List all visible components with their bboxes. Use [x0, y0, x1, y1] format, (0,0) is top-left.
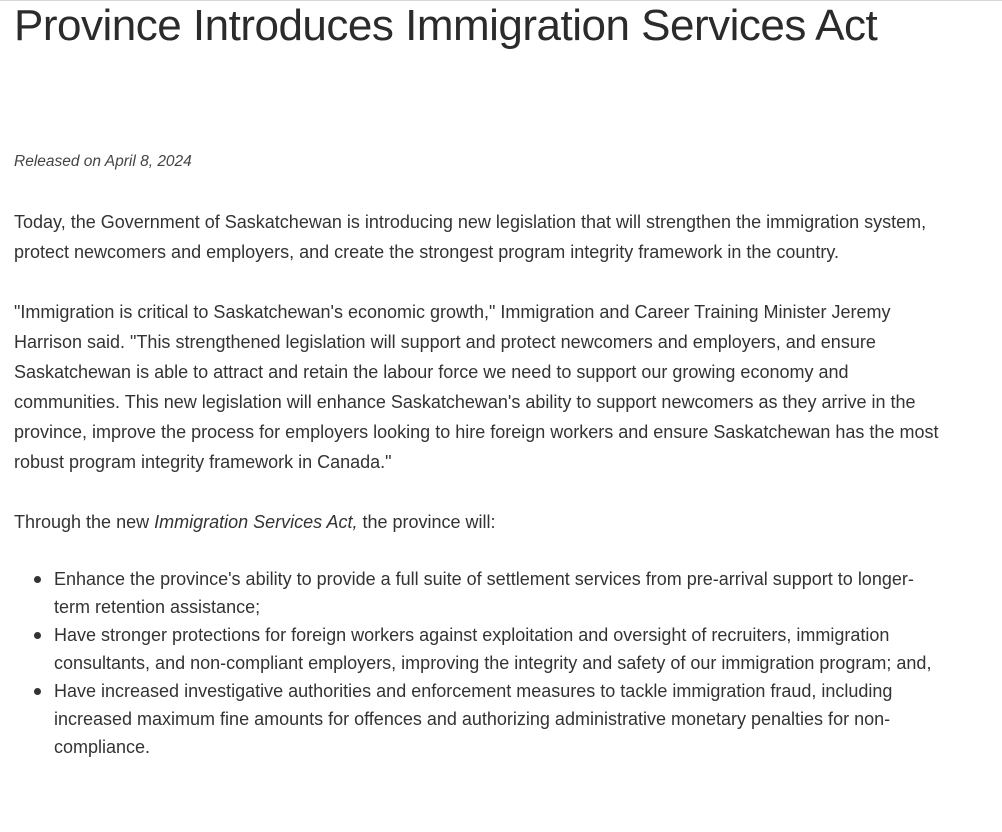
measures-list — [14, 565, 944, 761]
paragraph-quote: "Immigration is critical to Saskatchewan's economic growth," Immigration and Career Training Minister Jeremy Harrison said. "This strengthened legislation will support and protect newcomers and employers, and ensure Saskatchewan is able to attract and retain the labour force we need to support our growing economy and communities. This new legislation will enhance Saskatchewan's ability to support newcomers as they arrive in the province, improve the process for employers looking to hire foreign workers and ensure Saskatchewan has the most robust program integrity framework in Canada." — [14, 302, 939, 472]
bullet-icon — [34, 632, 41, 639]
act-name: Immigration Services Act, — [154, 512, 358, 532]
list-item — [54, 621, 944, 677]
paragraph-intro: Today, the Government of Saskatchewan is introducing new legislation that will strengthen the immigration system, protect newcomers and employers, and create the strongest program integrity framework in the country. — [14, 212, 927, 262]
news-release-article — [14, 0, 974, 757]
bullet-icon — [34, 576, 41, 583]
page-title: Province Introduces Immigration Services Act — [14, 1, 878, 50]
lead-in-text-end: the province will: — [357, 512, 496, 532]
list-item — [54, 677, 944, 761]
release-date: Released on April 8, 2024 — [14, 153, 192, 170]
lead-in-text: Through the new — [14, 512, 155, 532]
list-item-text: Have increased investigative authorities and enforcement measures to tackle immigration fraud, including increased maximum fine amounts for offences and authorizing administrative monetary penalties for non-compliance. — [54, 681, 893, 757]
list-item-text: Have stronger protections for foreign workers against exploitation and oversight of recruiters, immigration consultants, and non-compliant employers, improving the integrity and safety of our immigration program; and, — [54, 625, 932, 673]
bullet-icon — [34, 688, 41, 695]
paragraph-lead-in — [14, 507, 944, 537]
list-item-text: Enhance the province's ability to provide a full suite of settlement services from pre-arrival support to longer-term retention assistance; — [54, 569, 914, 617]
list-item — [54, 565, 944, 621]
article-body — [14, 207, 944, 761]
